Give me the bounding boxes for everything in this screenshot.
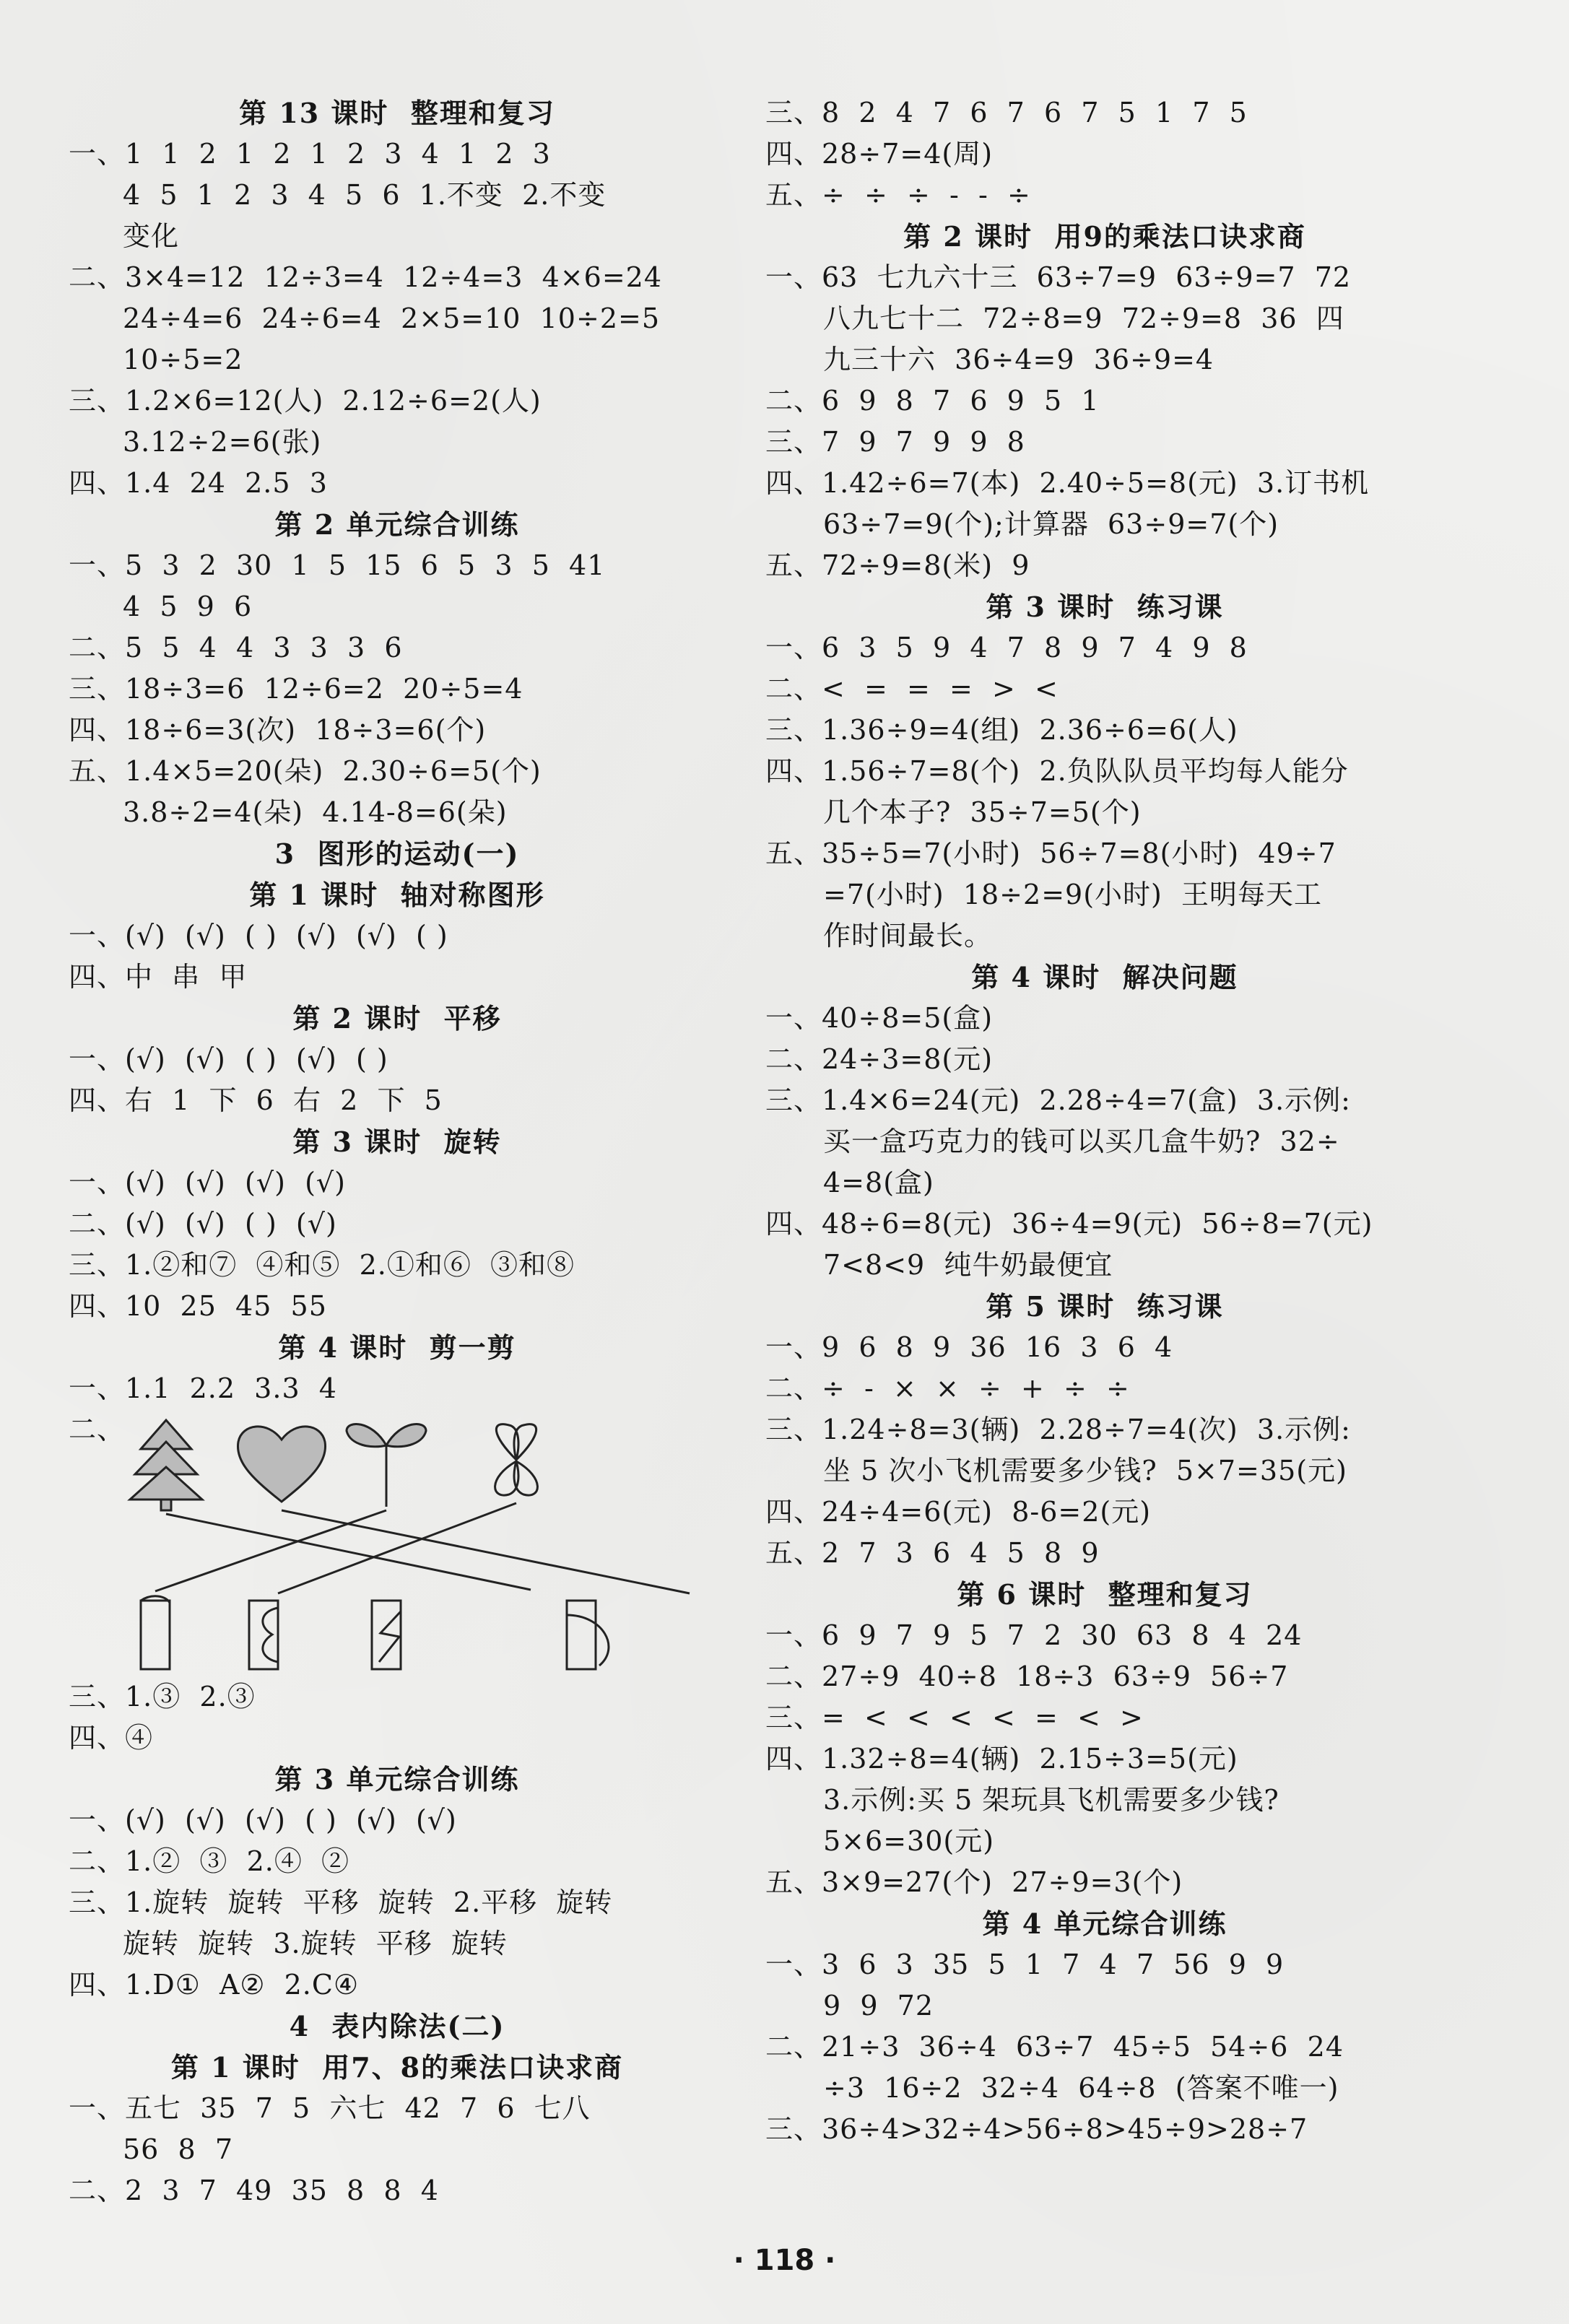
answer-line: 五、2 7 3 6 4 5 8 9 — [765, 1537, 1100, 1569]
answer-line: 二、5 5 4 4 3 3 3 6 — [69, 632, 403, 663]
answer-line: 二、21÷3 36÷4 63÷7 45÷5 54÷6 24 — [765, 2031, 1344, 2063]
answer-line: 变化 — [123, 220, 180, 252]
answer-line: 一、(√) (√) (√) (√) — [69, 1167, 346, 1198]
answer-line: 一、40÷8=5(盒) — [765, 1002, 994, 1034]
section-title: 第 1 课时 用7、8的乘法口诀求商 — [170, 2051, 624, 2084]
folded-heart-shape — [249, 1601, 278, 1669]
answer-line: ÷3 16÷2 32÷4 64÷8 (答案不唯一) — [823, 2072, 1339, 2104]
answer-line: 三、1.4×6=24(元) 2.28÷4=7(盒) 3.示例: — [765, 1084, 1351, 1116]
folded-butterfly-shape — [567, 1601, 609, 1669]
matching-diagram — [69, 1409, 726, 1676]
answer-line: 四、24÷4=6(元) 8-6=2(元) — [765, 1496, 1152, 1528]
section-title: 第 6 课时 整理和复习 — [957, 1578, 1253, 1611]
answer-line: 4=8(盒) — [823, 1167, 934, 1198]
answer-line: 二、3×4=12 12÷3=4 12÷4=3 4×6=24 — [69, 261, 663, 293]
answer-line: 四、18÷6=3(次) 18÷3=6(个) — [69, 714, 487, 746]
section-title: 第 1 课时 轴对称图形 — [249, 879, 545, 911]
right-column — [765, 92, 1444, 2150]
answer-line: 四、28÷7=4(周) — [765, 138, 994, 170]
folded-sprout-shape — [372, 1601, 401, 1669]
answer-line: 3.8÷2=4(朵) 4.14-8=6(朵) — [123, 796, 508, 828]
section-title: 3 图形的运动(一) — [274, 837, 520, 870]
answer-line: 一、(√) (√) (√) ( ) (√) (√) — [69, 1804, 457, 1836]
section-title: 第 3 课时 旋转 — [292, 1126, 502, 1158]
answer-line: 9 9 72 — [823, 1990, 934, 2021]
answer-line: 三、7 9 7 9 9 8 — [765, 426, 1025, 458]
answer-line: 二、6 9 8 7 6 9 5 1 — [765, 385, 1100, 417]
cut-shape-matching-figure — [69, 1409, 726, 1676]
answer-line: 63÷7=9(个);计算器 63÷9=7(个) — [823, 508, 1279, 540]
answer-line: 一、6 3 5 9 4 7 8 9 7 4 9 8 — [765, 632, 1248, 663]
tree-shape — [130, 1420, 202, 1510]
answer-line: 四、④ — [69, 1722, 154, 1754]
section-title: 4 表内除法(二) — [289, 2010, 505, 2042]
answer-line: 一、(√) (√) ( ) (√) (√) ( ) — [69, 920, 448, 952]
section-title: 第 13 课时 整理和复习 — [239, 97, 555, 129]
answer-line: 一、1.1 2.2 3.3 4 — [69, 1372, 337, 1404]
section-title: 第 4 课时 解决问题 — [971, 961, 1238, 993]
heart-shape — [238, 1427, 325, 1502]
answer-line: 五、72÷9=8(米) 9 — [765, 549, 1030, 581]
answer-line: 三、1.2×6=12(人) 2.12÷6=2(人) — [69, 385, 542, 417]
answer-line: 二、 — [69, 1414, 126, 1445]
answer-line: 三、1.②和⑦ ④和⑤ 2.①和⑥ ③和⑧ — [69, 1249, 575, 1281]
answer-line: 二、2 3 7 49 35 8 8 4 — [69, 2175, 439, 2206]
answer-line: 10÷5=2 — [123, 344, 243, 375]
section-title: 第 2 课时 用9的乘法口诀求商 — [903, 220, 1306, 253]
answer-line: 三、1.旋转 旋转 平移 旋转 2.平移 旋转 — [69, 1886, 613, 1918]
answer-line: 四、1.D① A② 2.C④ — [69, 1969, 360, 2001]
answer-line: 4 5 9 6 — [123, 591, 253, 622]
answer-line: 旋转 旋转 3.旋转 平移 旋转 — [123, 1928, 508, 1959]
answer-line: 作时间最长。 — [823, 920, 993, 952]
answer-line: 一、1 1 2 1 2 1 2 3 4 1 2 3 — [69, 138, 551, 170]
answer-line: 五、35÷5=7(小时) 56÷7=8(小时) 49÷7 — [765, 837, 1337, 869]
folded-tree-shape — [141, 1596, 170, 1669]
answer-line: 五、1.4×5=20(朵) 2.30÷6=5(个) — [69, 755, 542, 787]
answer-line: 二、24÷3=8(元) — [765, 1043, 994, 1075]
answer-line: 四、1.42÷6=7(本) 2.40÷5=8(元) 3.订书机 — [765, 467, 1370, 499]
matching-lines — [155, 1503, 690, 1593]
answer-line: 三、1.③ 2.③ — [69, 1681, 256, 1712]
answer-line: 四、1.32÷8=4(辆) 2.15÷3=5(元) — [765, 1743, 1238, 1775]
answer-line: 7<8<9 纯牛奶最便宜 — [823, 1249, 1113, 1281]
answer-line: 一、63 七九六十三 63÷7=9 63÷9=7 72 — [765, 261, 1352, 293]
answer-line: 一、(√) (√) ( ) (√) ( ) — [69, 1043, 388, 1075]
answer-line: 4 5 1 2 3 4 5 6 1.不变 2.不变 — [123, 179, 607, 211]
answer-line: 三、1.24÷8=3(辆) 2.28÷7=4(次) 3.示例: — [765, 1414, 1351, 1445]
answer-line: 几个本子? 35÷7=5(个) — [823, 796, 1142, 828]
answer-line: 坐 5 次小飞机需要多少钱? 5×7=35(元) — [823, 1455, 1347, 1487]
answer-line: 三、36÷4>32÷4>56÷8>45÷9>28÷7 — [765, 2113, 1308, 2145]
answer-line: 九三十六 36÷4=9 36÷9=4 — [823, 344, 1214, 375]
section-title: 第 4 单元综合训练 — [982, 1907, 1227, 1940]
butterfly-shape — [495, 1424, 538, 1495]
answer-line: 二、< = = = > < — [765, 673, 1059, 705]
answer-line: 三、= < < < < = < > — [765, 1702, 1144, 1733]
answer-line: 5×6=30(元) — [823, 1825, 995, 1857]
answer-line: 买一盒巧克力的钱可以买几盒牛奶? 32÷ — [823, 1126, 1340, 1157]
answer-line: 二、÷ - × × ÷ + ÷ ÷ — [765, 1372, 1130, 1404]
answer-line: 三、1.36÷9=4(组) 2.36÷6=6(人) — [765, 714, 1238, 746]
section-title: 第 4 课时 剪一剪 — [278, 1331, 516, 1364]
answer-line: 五、÷ ÷ ÷ - - ÷ — [765, 179, 1031, 211]
answer-line: 一、6 9 7 9 5 7 2 30 63 8 4 24 — [765, 1619, 1303, 1651]
answer-line: 四、1.56÷7=8(个) 2.负队队员平均每人能分 — [765, 755, 1349, 787]
answer-line: 四、48÷6=8(元) 36÷4=9(元) 56÷8=7(元) — [765, 1208, 1373, 1240]
answer-line: 五、3×9=27(个) 27÷9=3(个) — [765, 1866, 1183, 1898]
answer-line: 一、3 6 3 35 5 1 7 4 7 56 9 9 — [765, 1949, 1285, 1980]
left-column — [69, 92, 726, 2211]
answer-line: 一、5 3 2 30 1 5 15 6 5 3 5 41 — [69, 549, 606, 581]
answer-line: =7(小时) 18÷2=9(小时) 王明每天工 — [823, 879, 1323, 910]
answer-line: 3.示例:买 5 架玩具飞机需要多少钱? — [823, 1784, 1279, 1816]
answer-line: 四、1.4 24 2.5 3 — [69, 467, 328, 499]
section-title: 第 2 课时 平移 — [292, 1002, 502, 1035]
answer-line: 3.12÷2=6(张) — [123, 426, 322, 458]
answer-line: 24÷4=6 24÷6=4 2×5=10 10÷2=5 — [123, 303, 661, 334]
answer-line: 八九七十二 72÷8=9 72÷9=8 36 四 — [823, 303, 1344, 334]
answer-line: 二、1.② ③ 2.④ ② — [69, 1845, 349, 1877]
answer-line: 一、五七 35 7 5 六七 42 7 6 七八 — [69, 2092, 591, 2124]
answer-line: 三、18÷3=6 12÷6=2 20÷5=4 — [69, 673, 523, 705]
answer-line: 二、27÷9 40÷8 18÷3 63÷9 56÷7 — [765, 1661, 1289, 1692]
section-title: 第 2 单元综合训练 — [274, 508, 520, 541]
answer-line: 56 8 7 — [123, 2133, 234, 2165]
answer-line: 二、(√) (√) ( ) (√) — [69, 1208, 337, 1240]
page-number: · 118 · — [733, 2244, 836, 2277]
answer-line: 四、10 25 45 55 — [69, 1290, 327, 1322]
section-title: 第 3 课时 练习课 — [986, 591, 1224, 623]
answer-line: 四、中 串 甲 — [69, 961, 248, 993]
answer-line: 三、8 2 4 7 6 7 6 7 5 1 7 5 — [765, 97, 1248, 129]
answer-line: 四、右 1 下 6 右 2 下 5 — [69, 1084, 443, 1116]
sprout-shape — [347, 1424, 426, 1507]
section-title: 第 3 单元综合训练 — [274, 1763, 520, 1796]
answer-line: 一、9 6 8 9 36 16 3 6 4 — [765, 1331, 1173, 1363]
section-title: 第 5 课时 练习课 — [986, 1290, 1224, 1323]
